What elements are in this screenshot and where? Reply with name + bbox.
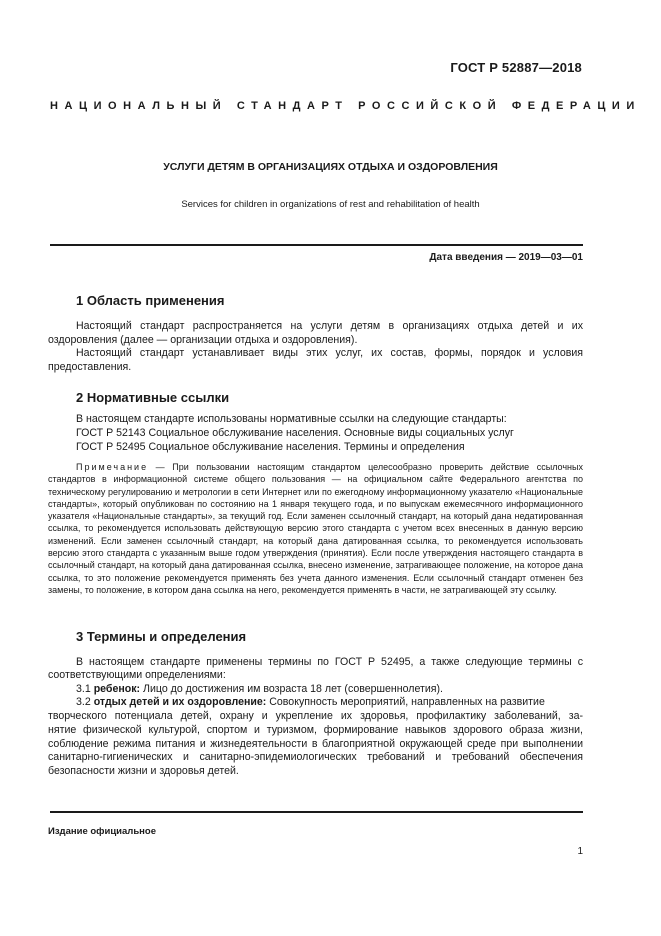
term-3-2-def-line-2: творческого потенциала детей, охрану и укрепление их здоровья, профилактику заболеваний, за- (48, 710, 583, 722)
term-3-2-definition (48, 710, 583, 779)
section-1-p2-line1: Настоящий стандарт устанавливает виды этих услуг, их состав, формы, порядок и условия (76, 347, 583, 359)
section-1-heading: 1 Область применения (76, 293, 225, 308)
reference-note (48, 461, 583, 596)
term-3-2-number: 3.2 (76, 696, 91, 708)
reference-gost-52495: ГОСТ Р 52495 Социальное обслуживание населения. Термины и определения (76, 441, 465, 453)
term-3-2-def-line-6: безопасности жизни и здоровья детей. (48, 765, 239, 778)
term-3-2-term: отдых детей и их оздоровление: (93, 696, 267, 708)
reference-gost-52143: ГОСТ Р 52143 Социальное обслуживание населения. Основные виды социальных услуг (76, 427, 514, 439)
section-3-intro-line1: В настоящем стандарте применены термины по ГОСТ Р 52495, а также следующие термины с (76, 656, 583, 668)
header-divider (50, 244, 583, 246)
document-code: ГОСТ Р 52887—2018 (450, 60, 582, 75)
term-3-2-def-line-1: Совокупность мероприятий, направленных на развитие (269, 696, 545, 708)
term-3-2-def-line-3: нятие физической культурой, спортом и туризмом, формирование навыков здорового образа жизни, (48, 723, 583, 736)
term-3-2-def-line-4: соблюдение режима питания и жизнедеятельности в благоприятной окружающей среде при выполнении (48, 737, 583, 750)
term-3-2-first-line (76, 696, 583, 710)
title-russian: УСЛУГИ ДЕТЯМ В ОРГАНИЗАЦИЯХ ОТДЫХА И ОЗДОРОВЛЕНИЯ (163, 161, 498, 173)
section-2-heading: 2 Нормативные ссылки (76, 390, 230, 405)
term-3-1-term: ребенок: (93, 683, 141, 695)
footer-divider (50, 811, 583, 813)
term-3-1-number: 3.1 (76, 683, 91, 695)
section-3-heading: 3 Термины и определения (76, 629, 247, 644)
term-3-2-def-line-5: санитарно-гигиенических и санитарно-эпидемиологических требований и требований обеспечения (48, 751, 583, 764)
section-1-p1-line2: оздоровления (далее — организации отдыха и оздоровления). (48, 334, 358, 346)
title-english: Services for children in organizations of rest and rehabilitation of health (181, 199, 480, 210)
note-label: Примечание (76, 462, 149, 472)
note-text: — При пользовании настоящим стандартом целесообразно проверить действие ссылочных стандартов в информационной системе общего пользования — на официальном сайте Федерального агентства по техническому регулированию и метрологии в сети Интернет или по ежегодному информационному указателю «Национальные стандарты», который опубликован по состоянию на 1 января текущего года, и по выпускам ежемесячного информационного указателя «Национальные стандарты», за текущий год. Если заменен ссылочный стандарт, на который дана недатированная ссылка, то рекомендуется использовать действующую версию этого стандарта с учетом всех внесенных в данную версию изменений. Если заменен ссылочный стандарт, на который дана датированная ссылка, то рекомендуется использовать версию этого стандарта с указанным выше годом утверждения (принятия). Если после утверждения настоящего стандарта в ссылочный стандарт, на который дана датированная ссылка, внесено изменение, затрагивающее положение, на которое дана ссылка, то это положение рекомендуется применять без учета данного изменения. Если ссылочный стандарт отменен без замены, то положение, в котором дана ссылка на него, рекомендуется применять в части, не затрагивающей эту ссылку. (48, 462, 583, 595)
page-number: 1 (577, 846, 583, 857)
section-2-intro: В настоящем стандарте использованы нормативные ссылки на следующие стандарты: (76, 413, 507, 425)
section-3-intro-line2: соответствующими определениями: (48, 669, 226, 681)
section-1-p2-line2: предоставления. (48, 361, 132, 373)
section-1-p1-line1: Настоящий стандарт распространяется на услуги детям в организациях отдыха детей и их (76, 320, 583, 332)
introduction-date: Дата введения — 2019—03—01 (429, 252, 583, 263)
term-3-1 (76, 683, 583, 697)
official-edition-label: Издание официальное (48, 826, 156, 837)
term-3-1-definition: Лицо до достижения им возраста 18 лет (совершеннолетия). (143, 683, 443, 695)
national-standard-banner: НАЦИОНАЛЬНЫЙ СТАНДАРТ РОССИЙСКОЙ ФЕДЕРАЦИИ (50, 100, 641, 112)
